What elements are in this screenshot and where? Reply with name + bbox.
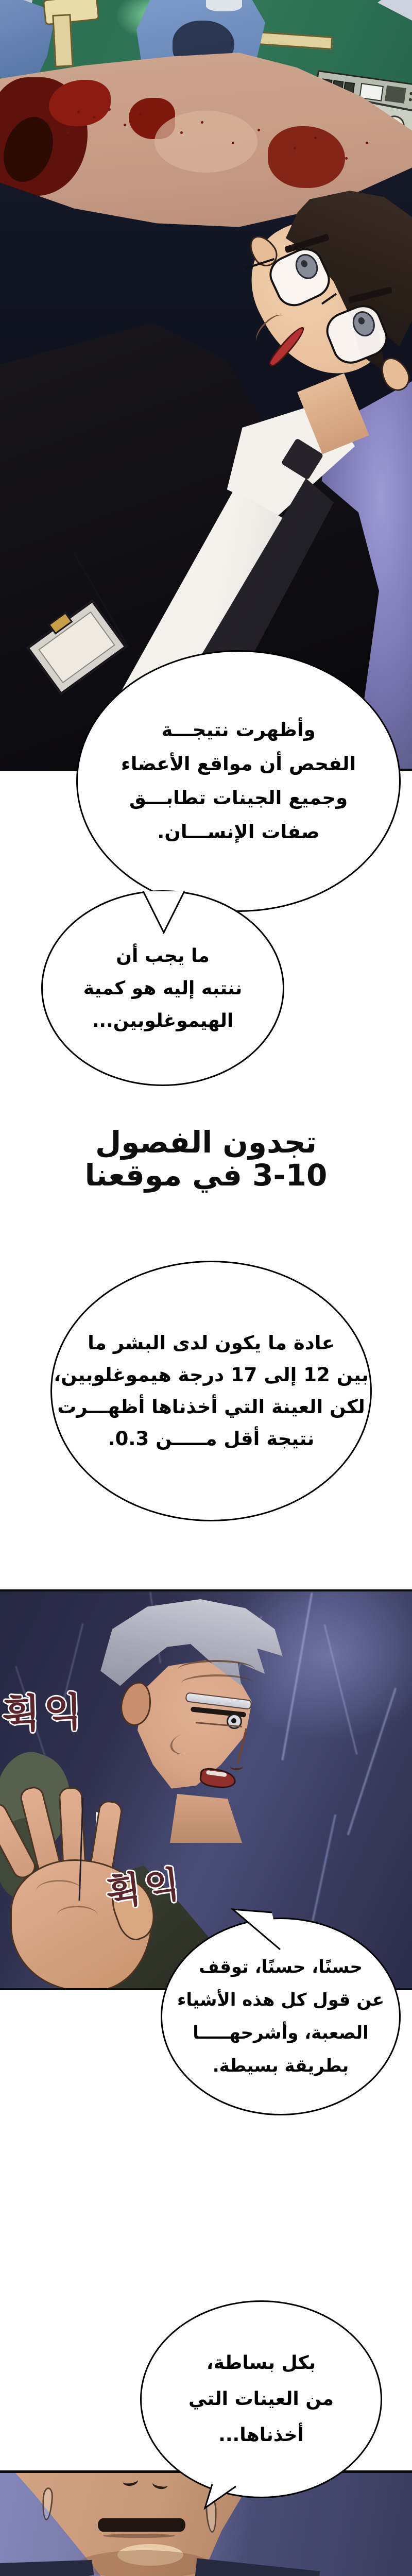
speech-bubble-1-tail [140, 891, 187, 935]
eye-pupil [300, 259, 308, 268]
teeth-shape [206, 1770, 227, 1777]
old-man-neck [170, 1794, 242, 1843]
bubble-text-line: وأظهرت نتيجـــة [161, 719, 316, 741]
blood-speckles [77, 111, 80, 113]
forehead-wrinkle [181, 1674, 253, 1692]
bubble-text-line: من العينات التي [188, 2388, 334, 2410]
right-figure-shoulder [377, 0, 412, 29]
bubble-text-line: نتيجة أقل مـــــن 0.3. [108, 1428, 315, 1450]
nostril-shape [230, 1762, 243, 1770]
bubble-text-line: الهيموغلوبين... [92, 1010, 234, 1031]
bubble-text-line: وجميع الجينات تطابـــق [129, 787, 348, 809]
bubble-text-line: صفات الإنســـان. [157, 821, 320, 843]
bubble-text-line: عادة ما يكون لدى البشر ما [88, 1332, 335, 1354]
sfx-swish-text: 휙익 [1, 1688, 87, 1737]
speech-bubble-3 [50, 1261, 372, 1521]
speech-bubble-4-tail [227, 1905, 288, 1957]
blood-splatter [268, 126, 345, 188]
panel-old-man [0, 1589, 412, 1990]
speech-bubble-1 [76, 650, 401, 912]
palm-crease [57, 1906, 98, 1926]
collar-shape [195, 2558, 320, 2576]
doctor-neck [297, 373, 369, 454]
bubble-text-line: بطريقة بسيطة. [212, 2056, 349, 2076]
eye-iris [349, 308, 379, 340]
bubble-text-line: بكل بساطة، [206, 2352, 316, 2374]
jaw-shadow [77, 2550, 211, 2576]
palm-crease [36, 1880, 82, 1902]
doctor-head [247, 191, 412, 448]
panel-display [385, 86, 406, 104]
skin-highlight [154, 111, 258, 173]
bubble-text-line: ننتبه إليه هو كمية [83, 977, 243, 999]
bubble-text-line: الصعبة، وأشرحهـــــا [193, 2023, 369, 2043]
eye-pupil [231, 1718, 236, 1723]
lip-shadow [103, 2534, 175, 2538]
eye-pupil [357, 316, 366, 325]
announcement-line: 3-10 في موقعنا [84, 1158, 328, 1193]
speech-bubble-5 [140, 2300, 382, 2498]
bubble-text-line: بين 12 إلى 17 درجة هيموغلوبين، [54, 1364, 369, 1386]
apparatus-strap [52, 14, 73, 67]
bubble-text-line: ما يجب أن [116, 945, 210, 967]
surgical-mask-edge [206, 0, 242, 11]
bubble-text-line: عن قول كل هذه الأشياء [177, 1990, 385, 2010]
bubble-text-line: أخذناها... [218, 2425, 304, 2446]
speech-bubble-5-tail [185, 2479, 242, 2515]
bubble-text-line: حسنًا، حسنًا، توقف [199, 1957, 363, 1977]
collar-shape [0, 2550, 94, 2576]
site-announcement [0, 1126, 412, 1192]
panel-dots [409, 92, 412, 95]
sfx-swish-text: 휙익 [104, 1862, 186, 1914]
announcement-line: تجدون الفصول [95, 1125, 317, 1160]
grim-mouth [98, 2518, 185, 2532]
open-mouth [199, 1767, 237, 1790]
bubble-text-line: الفحص أن مواقع الأعضاء [121, 753, 356, 775]
bubble-text-line: لكن العينة التي أخذناها أظهـــرت [57, 1396, 365, 1418]
eye-iris [291, 250, 322, 283]
